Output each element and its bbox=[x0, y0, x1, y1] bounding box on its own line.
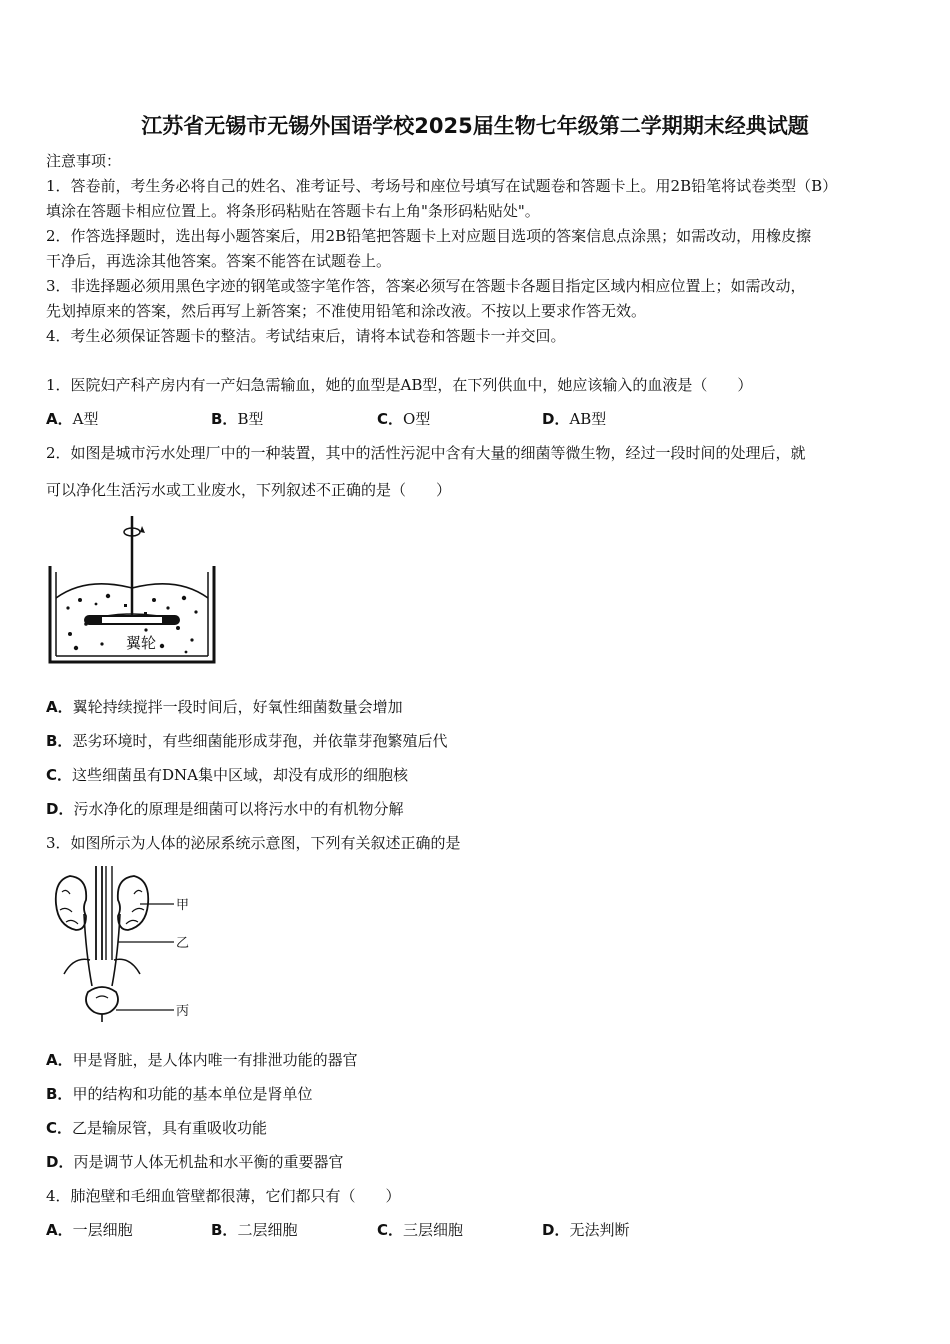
option-text: 丙是调节人体无机盐和水平衡的重要器官 bbox=[73, 1153, 344, 1171]
question-2-stem: 可以净化生活污水或工业废水，下列叙述不正确的是（ ） bbox=[46, 481, 452, 499]
question-2-stem: 2．如图是城市污水处理厂中的一种装置，其中的活性污泥中含有大量的细菌等微生物，经过一段时间的处理后，就 bbox=[46, 444, 806, 462]
option-text: 翼轮持续搅拌一段时间后，好氧性细菌数量会增加 bbox=[72, 698, 403, 716]
question-3-option-b[interactable] bbox=[46, 1083, 916, 1105]
option-c[interactable] bbox=[377, 1219, 463, 1241]
option-label: B． bbox=[46, 1085, 73, 1103]
option-label: C． bbox=[46, 766, 73, 784]
option-text: 二层细胞 bbox=[237, 1221, 298, 1239]
notice-heading: 注意事项： bbox=[46, 152, 122, 170]
question-2-option-d[interactable] bbox=[46, 798, 916, 820]
option-label: C． bbox=[377, 1221, 404, 1239]
option-text: AB型 bbox=[569, 410, 607, 428]
exam-title: 江苏省无锡市无锡外国语学校2025届生物七年级第二学期期末经典试题 bbox=[141, 114, 809, 138]
option-d[interactable] bbox=[542, 1219, 629, 1241]
question-2-option-a[interactable] bbox=[46, 696, 916, 718]
notice-line: 1．答卷前，考生务必将自己的姓名、准考证号、考场号和座位号填写在试题卷和答题卡上。用2B铅笔将试卷类型（B） bbox=[46, 177, 838, 195]
label-yi: 乙 bbox=[176, 936, 190, 951]
notice-line: 先划掉原来的答案，然后再写上新答案；不准使用铅笔和涂改液。不按以上要求作答无效。 bbox=[46, 302, 647, 320]
notice-line: 3．非选择题必须用黑色字迹的钢笔或签字笔作答，答案必须写在答题卡各题目指定区域内相应位置上；如需改动， bbox=[46, 277, 806, 295]
option-text: 三层细胞 bbox=[403, 1221, 464, 1239]
option-text: 一层细胞 bbox=[72, 1221, 133, 1239]
option-text: 无法判断 bbox=[569, 1221, 630, 1239]
option-label: D． bbox=[542, 410, 570, 428]
option-d[interactable] bbox=[542, 408, 606, 430]
option-label: A． bbox=[46, 1221, 73, 1239]
option-text: O型 bbox=[403, 410, 431, 428]
option-text: 这些细菌虽有DNA集中区域，却没有成形的细胞核 bbox=[72, 766, 409, 784]
question-2-option-b[interactable] bbox=[46, 730, 916, 752]
option-label: A． bbox=[46, 410, 73, 428]
label-jia: 甲 bbox=[176, 898, 190, 913]
notice-line: 4．考生必须保证答题卡的整洁。考试结束后，请将本试卷和答题卡一并交回。 bbox=[46, 327, 566, 345]
option-text: 污水净化的原理是细菌可以将污水中的有机物分解 bbox=[73, 800, 404, 818]
question-3-stem: 3．如图所示为人体的泌尿系统示意图，下列有关叙述正确的是 bbox=[46, 834, 461, 852]
option-b[interactable] bbox=[211, 408, 263, 430]
question-4-stem: 4．肺泡壁和毛细血管壁都很薄，它们都只有（ ） bbox=[46, 1187, 401, 1205]
question-3-option-d[interactable] bbox=[46, 1151, 916, 1173]
impeller-label: 翼轮 bbox=[126, 634, 157, 652]
question-3-option-c[interactable] bbox=[46, 1117, 916, 1139]
option-text: 甲是肾脏，是人体内唯一有排泄功能的器官 bbox=[72, 1051, 358, 1069]
question-1-stem: 1．医院妇产科产房内有一产妇急需输血，她的血型是AB型，在下列供血中，她应该输入的血液是（ ） bbox=[46, 376, 753, 394]
notice-line: 填涂在答题卡相应位置上。将条形码粘贴在答题卡右上角"条形码粘贴处"。 bbox=[46, 202, 540, 220]
option-text: 恶劣环境时，有些细菌能形成芽孢，并依靠芽孢繁殖后代 bbox=[72, 732, 448, 750]
question-3-option-a[interactable] bbox=[46, 1049, 916, 1071]
option-a[interactable] bbox=[46, 408, 98, 430]
notice-line: 2．作答选择题时，选出每小题答案后，用2B铅笔把答题卡上对应题目选项的答案信息点涂黑；如需改动，用橡皮擦 bbox=[46, 227, 812, 245]
option-label: C． bbox=[46, 1119, 73, 1137]
sewage-treatment-figure bbox=[46, 512, 218, 668]
option-label: D． bbox=[46, 1153, 74, 1171]
option-c[interactable] bbox=[377, 408, 430, 430]
option-label: A． bbox=[46, 698, 73, 716]
option-label: D． bbox=[46, 800, 74, 818]
option-text: 甲的结构和功能的基本单位是肾单位 bbox=[72, 1085, 313, 1103]
option-label: A． bbox=[46, 1051, 73, 1069]
option-label: B． bbox=[46, 732, 73, 750]
option-label: B． bbox=[211, 410, 238, 428]
option-label: B． bbox=[211, 1221, 238, 1239]
question-2-option-c[interactable] bbox=[46, 764, 916, 786]
option-label: C． bbox=[377, 410, 404, 428]
option-b[interactable] bbox=[211, 1219, 297, 1241]
notice-line: 干净后，再选涂其他答案。答案不能答在试题卷上。 bbox=[46, 252, 392, 270]
option-text: A型 bbox=[72, 410, 99, 428]
urinary-system-figure bbox=[50, 864, 200, 1024]
option-a[interactable] bbox=[46, 1219, 133, 1241]
label-bing: 丙 bbox=[176, 1004, 190, 1019]
option-text: 乙是输尿管，具有重吸收功能 bbox=[72, 1119, 268, 1137]
option-text: B型 bbox=[237, 410, 264, 428]
option-label: D． bbox=[542, 1221, 570, 1239]
